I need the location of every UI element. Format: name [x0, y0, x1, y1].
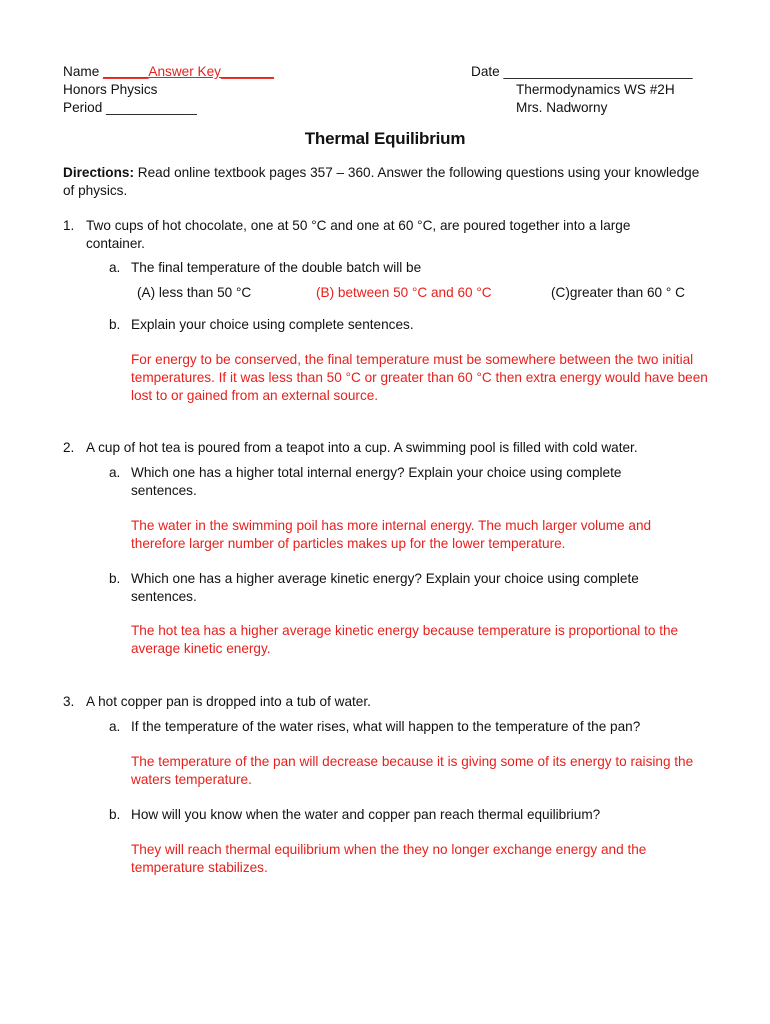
q2-number: 2.: [63, 440, 75, 455]
q1b-text: Explain your choice using complete sentences.: [131, 317, 414, 332]
q1a-label: a.: [109, 260, 121, 275]
name-blank-after: _______: [220, 64, 274, 79]
date-label: Date: [471, 64, 500, 79]
worksheet-id: Thermodynamics WS #2H: [516, 82, 675, 97]
period-label: Period: [63, 100, 103, 115]
q1b-label: b.: [109, 317, 121, 332]
course-name: Honors Physics: [63, 82, 158, 97]
q2b-label: b.: [109, 571, 121, 586]
directions-text: Read online textbook pages 357 – 360. Answer the following questions using your knowledge of physics.: [63, 165, 700, 198]
q2b-text: Which one has a higher average kinetic energy? Explain your choice using complete sentences.: [131, 571, 639, 604]
q3a-answer: The temperature of the pan will decrease because it is giving some of its energy to raising the waters temperature.: [131, 754, 694, 787]
q3a-text: If the temperature of the water rises, what will happen to the temperature of the pan?: [131, 719, 641, 734]
q3b-label: b.: [109, 807, 121, 822]
q3b-text: How will you know when the water and copper pan reach thermal equilibrium?: [131, 807, 601, 822]
q2a-label: a.: [109, 465, 121, 480]
q1-text: Two cups of hot chocolate, one at 50 °C and one at 60 °C, are poured together into a large container.: [86, 218, 631, 251]
q2a-text: Which one has a higher total internal energy? Explain your choice using complete sentences.: [131, 465, 622, 498]
q1-option-b[interactable]: (B) between 50 °C and 60 °C: [316, 285, 492, 300]
q3a-label: a.: [109, 719, 121, 734]
q1-option-a[interactable]: (A) less than 50 °C: [137, 285, 252, 300]
q2b-answer: The hot tea has a higher average kinetic energy because temperature is proportional to the average kinetic energy.: [131, 623, 679, 656]
q1-number: 1.: [63, 218, 75, 233]
directions: [63, 164, 703, 200]
date-line: [471, 63, 693, 81]
name-field[interactable]: [103, 64, 274, 79]
q2a-answer: The water in the swimming poil has more internal energy. The much larger volume and therefore larger number of particles makes up for the lower temperature.: [131, 518, 652, 551]
q3b-answer: They will reach thermal equilibrium when the they no longer exchange energy and the temperature stabilizes.: [131, 842, 647, 875]
name-value: Answer Key: [148, 64, 221, 79]
period-field[interactable]: ____________: [106, 100, 197, 115]
q3-number: 3.: [63, 694, 75, 709]
name-blank-before: ______: [103, 64, 149, 79]
q1b-answer: For energy to be conserved, the final temperature must be somewhere between the two initial temperatures. If it was less than 50 °C or greater than 60 °C then extra energy would have been lost to or gained from an external source.: [131, 352, 708, 403]
q1a-text: The final temperature of the double batch will be: [131, 260, 422, 275]
name-label: Name: [63, 64, 100, 79]
q3-text: A hot copper pan is dropped into a tub of water.: [86, 694, 371, 709]
directions-label: Directions:: [63, 165, 135, 180]
q1-option-c[interactable]: (C)greater than 60 ° C: [551, 285, 685, 300]
teacher-name: Mrs. Nadworny: [516, 100, 608, 115]
page-title: Thermal Equilibrium: [304, 129, 466, 148]
name-line: [63, 63, 274, 81]
period-line: [63, 99, 197, 117]
date-field[interactable]: _________________________: [503, 64, 693, 79]
q2-text: A cup of hot tea is poured from a teapot into a cup. A swimming pool is filled with cold water.: [86, 440, 638, 455]
